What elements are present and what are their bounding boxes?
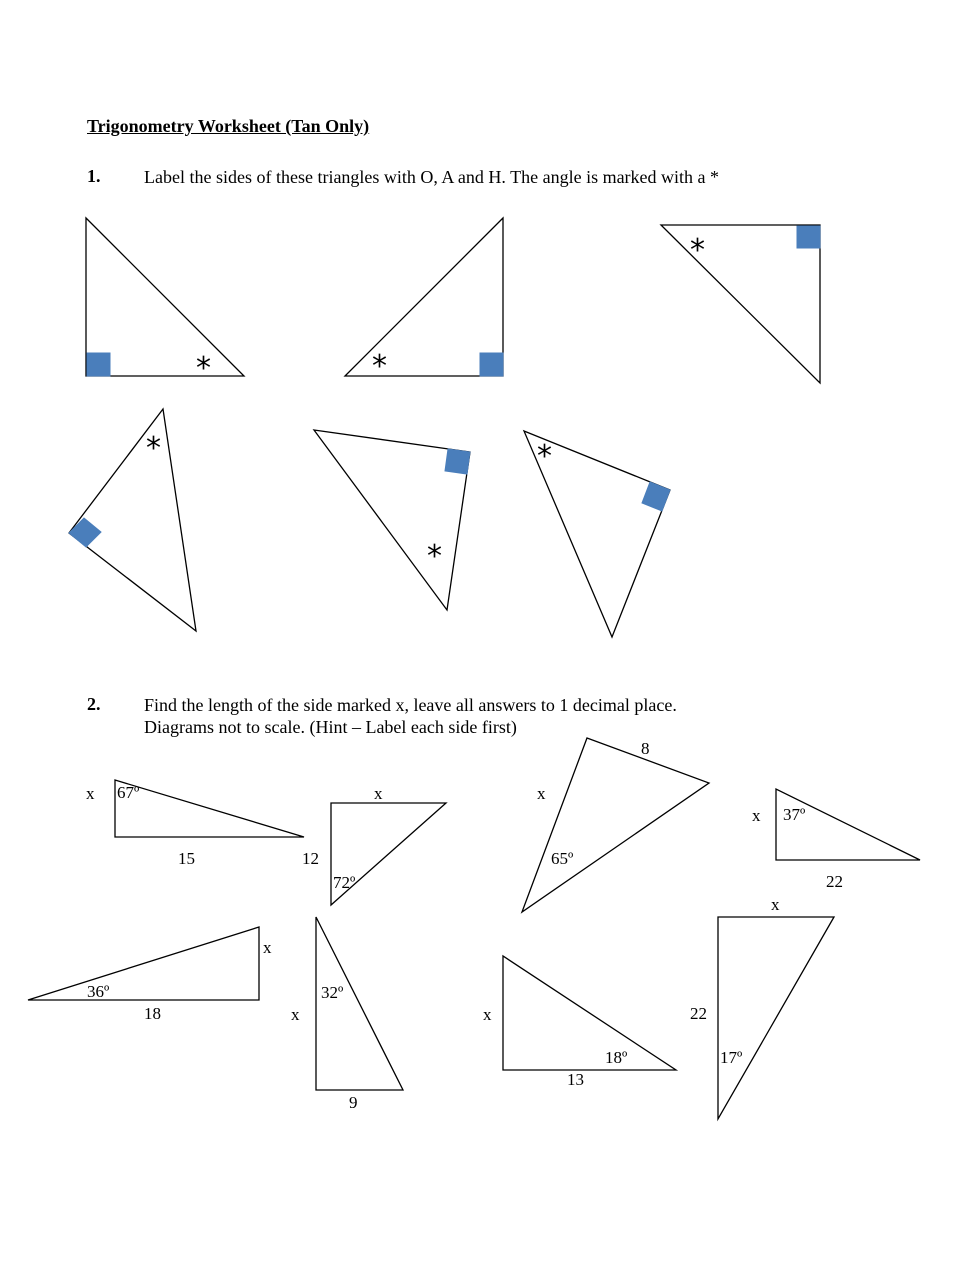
- angle-marker: *: [427, 539, 442, 574]
- side-label: 15: [178, 849, 195, 868]
- angle-marker: *: [537, 439, 552, 474]
- angle-marker: *: [196, 351, 211, 386]
- q2-triangle-3: [522, 738, 709, 912]
- right-angle-marker: [642, 482, 670, 511]
- angle-label: 17º: [720, 1048, 743, 1067]
- right-angle-marker: [87, 353, 110, 376]
- q1-triangle-3: [661, 225, 820, 383]
- side-label: 9: [349, 1093, 358, 1112]
- q2-triangle-4: [752, 789, 920, 891]
- q2-triangle-7: [483, 956, 676, 1089]
- question-1-number: 1.: [87, 166, 101, 186]
- side-label: 12: [302, 849, 319, 868]
- angle-label: 18º: [605, 1048, 628, 1067]
- question-1-text: Label the sides of these triangles with O, A and H. The angle is marked with a *: [144, 167, 720, 187]
- q1-triangle-5: [314, 430, 470, 610]
- unknown-side-label: x: [483, 1005, 492, 1024]
- q1-triangle-2: [345, 218, 503, 384]
- side-label: 18: [144, 1004, 161, 1023]
- side-label: 8: [641, 739, 650, 758]
- right-angle-marker: [69, 518, 101, 547]
- angle-label: 67º: [117, 783, 140, 802]
- unknown-side-label: x: [291, 1005, 300, 1024]
- q2-triangle-6: [291, 917, 403, 1112]
- unknown-side-label: x: [86, 784, 95, 803]
- angle-marker: *: [146, 431, 161, 466]
- unknown-side-label: x: [374, 784, 383, 803]
- question-2-text-line1: Find the length of the side marked x, leave all answers to 1 decimal place.: [144, 695, 677, 715]
- angle-label: 36º: [87, 982, 110, 1001]
- q2-triangle-1: [86, 780, 304, 868]
- side-label: 22: [826, 872, 843, 891]
- q2-triangle-8: [690, 895, 834, 1119]
- right-angle-marker: [797, 226, 820, 248]
- question-2-text-line2: Diagrams not to scale. (Hint – Label each side first): [144, 717, 517, 737]
- unknown-side-label: x: [537, 784, 546, 803]
- q1-triangle-4: [69, 409, 196, 631]
- angle-label: 32º: [321, 983, 344, 1002]
- angle-label: 72º: [333, 873, 356, 892]
- right-angle-marker: [445, 449, 470, 474]
- worksheet-title: Trigonometry Worksheet (Tan Only): [87, 116, 370, 136]
- q2-triangle-5: [28, 927, 272, 1023]
- right-angle-marker: [480, 353, 503, 376]
- q2-triangle-2: [302, 784, 446, 905]
- angle-label: 65º: [551, 849, 574, 868]
- unknown-side-label: x: [263, 938, 272, 957]
- unknown-side-label: x: [752, 806, 761, 825]
- angle-marker: *: [372, 349, 387, 384]
- side-label: 13: [567, 1070, 584, 1089]
- unknown-side-label: x: [771, 895, 780, 914]
- side-label: 22: [690, 1004, 707, 1023]
- q1-triangle-1: [86, 218, 244, 386]
- question-2-number: 2.: [87, 694, 101, 714]
- q1-triangle-6: [524, 431, 670, 637]
- angle-label: 37º: [783, 805, 806, 824]
- angle-marker: *: [690, 233, 705, 268]
